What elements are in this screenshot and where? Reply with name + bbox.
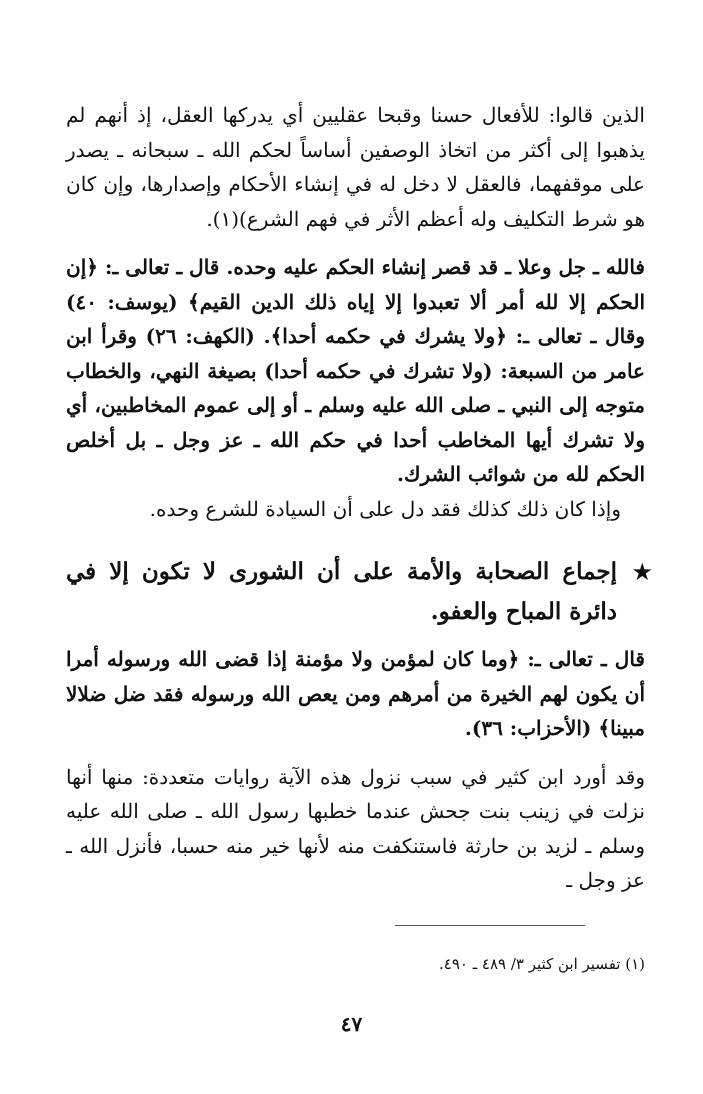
- page-body: [66, 98, 653, 898]
- paragraph-3: وإذا كان ذلك كذلك فقد دل على أن السيادة للشرع وحده.: [149, 496, 621, 521]
- paragraph-1: الذين قالوا: للأفعال حسنا وقبحا عقليين أي يدركها العقل، إذ أنهم لم يذهبوا إلى أكثر من اتخاذ الوصفين أساساً لحكم الله ـ سبحانه ـ يصدر على موقفهما، فالعقل لا دخل له في إنشاء الأحكام وإصدارها، وإن كان هو شرط التكليف وله أعظم الأثر في فهم الشرع)(١).: [66, 103, 645, 231]
- paragraph-5: وقد أورد ابن كثير في سبب نزول هذه الآية روايات متعددة: منها أنها نزلت في زينب بنت جحش عندما خطبها رسول الله ـ صلى الله عليه وسلم ـ لزيد بن حارثة فاستنكفت منه لأنها خير منه حسبا، فأنزل الله ـ عز وجل ـ: [66, 764, 645, 892]
- paragraph-4: قال ـ تعالى ـ: ﴿وما كان لمؤمن ولا مؤمنة إذا قضى الله ورسوله أمرا أن يكون لهم الخيرة من أمرهم ومن يعص الله ورسوله فقد ضل ضلالا مبينا﴾ (الأحزاب: ٣٦).: [66, 647, 645, 740]
- star-icon: ★: [631, 558, 653, 586]
- section-heading: [66, 552, 653, 632]
- paragraph-2: فالله ـ جل وعلا ـ قد قصر إنشاء الحكم عليه وحده. قال ـ تعالى ـ: ﴿إن الحكم إلا لله أمر ألا تعبدوا إلا إياه ذلك الدين القيم﴾ (يوسف: ٤٠) وقال ـ تعالى ـ: ﴿ولا يشرك في حكمه أحدا﴾. (الكهف: ٢٦) وقرأ ابن عامر من السبعة: (ولا تشرك في حكمه أحدا) بصيغة النهي، والخطاب متوجه إلى النبي ـ صلى الله عليه وسلم ـ أو إلى عموم المخاطبين، أي ولا تشرك أيها المخاطب أحدا في حكم الله ـ عز وجل ـ بل أخلص الحكم لله من شوائب الشرك.: [66, 255, 645, 486]
- section-heading-text: إجماع الصحابة والأمة على أن الشورى لا تكون إلا في دائرة المباح والعفو.: [66, 558, 617, 625]
- footnote-divider: [395, 925, 585, 926]
- footnote: (١) تفسير ابن كثير ٣/ ٤٨٩ ـ ٤٩٠.: [439, 955, 645, 973]
- page-number: ٤٧: [340, 1012, 363, 1036]
